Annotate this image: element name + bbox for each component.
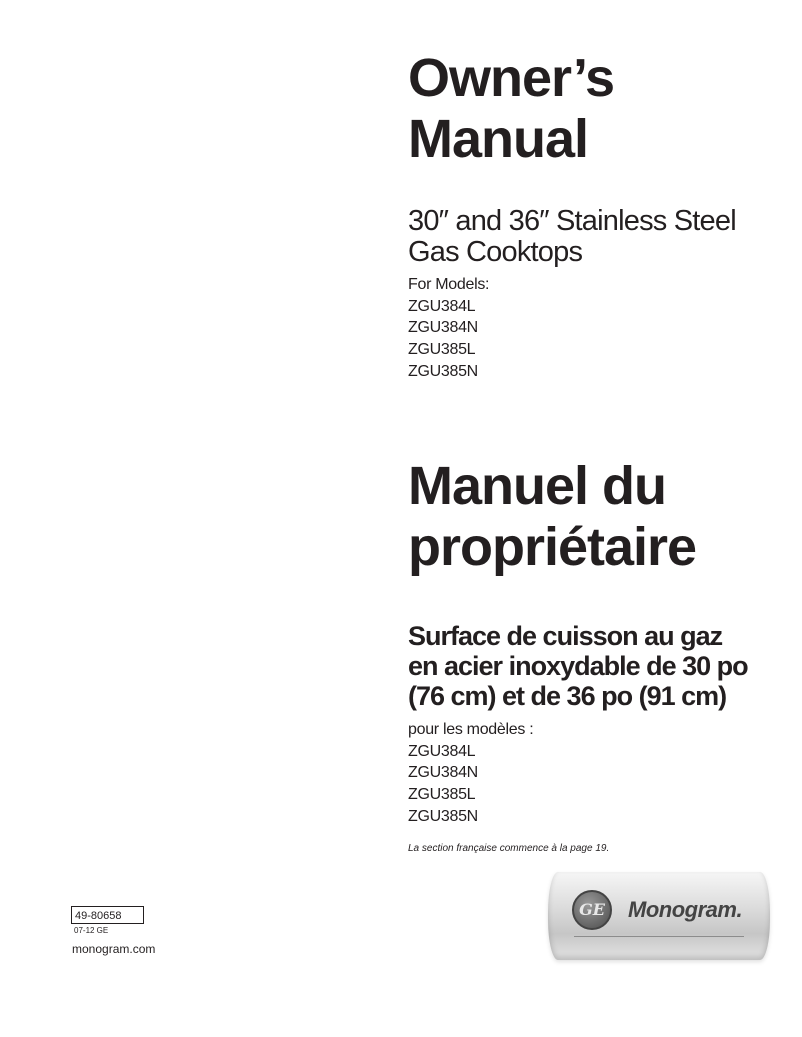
english-models-label: For Models: xyxy=(408,276,490,293)
english-model-item: ZGU385L xyxy=(408,341,476,359)
french-subtitle-line-2: en acier inoxydable de 30 po xyxy=(408,651,748,681)
french-subtitle-line-1: Surface de cuisson au gaz xyxy=(408,621,723,651)
english-model-item: ZGU385N xyxy=(408,362,478,380)
french-title xyxy=(408,456,798,578)
french-model-item: ZGU384L xyxy=(408,742,476,760)
english-model-item: ZGU384N xyxy=(408,319,478,337)
french-model-item: ZGU385L xyxy=(408,786,476,804)
english-subtitle-line-1: 30″ and 36″ Stainless Steel xyxy=(408,205,736,237)
website-url: monogram.com xyxy=(72,942,156,956)
french-model-list xyxy=(408,719,708,828)
ge-emblem-icon: GE xyxy=(572,890,612,930)
english-title-line-1: Owner’s xyxy=(408,48,615,108)
french-model-item: ZGU385N xyxy=(408,807,478,825)
french-model-item: ZGU384N xyxy=(408,764,478,782)
english-title xyxy=(408,48,798,170)
date-code: 07-12 GE xyxy=(74,926,109,935)
monogram-logo xyxy=(548,872,770,960)
french-subtitle-line-3: (76 cm) et de 36 po (91 cm) xyxy=(408,681,727,711)
french-models-label: pour les modèles : xyxy=(408,721,534,738)
publication-number: 49-80658 xyxy=(71,906,144,924)
french-title-line-2: propriétaire xyxy=(408,517,697,577)
logo-divider xyxy=(574,936,744,937)
french-subtitle xyxy=(408,621,802,711)
english-subtitle xyxy=(408,206,798,268)
english-model-list xyxy=(408,274,708,383)
english-title-line-2: Manual xyxy=(408,109,589,169)
french-title-line-1: Manuel du xyxy=(408,456,666,516)
english-model-item: ZGU384L xyxy=(408,297,476,315)
monogram-wordmark: Monogram. xyxy=(628,897,743,922)
french-section-note: La section française commence à la page 19. xyxy=(408,843,610,854)
english-subtitle-line-2: Gas Cooktops xyxy=(408,236,583,268)
